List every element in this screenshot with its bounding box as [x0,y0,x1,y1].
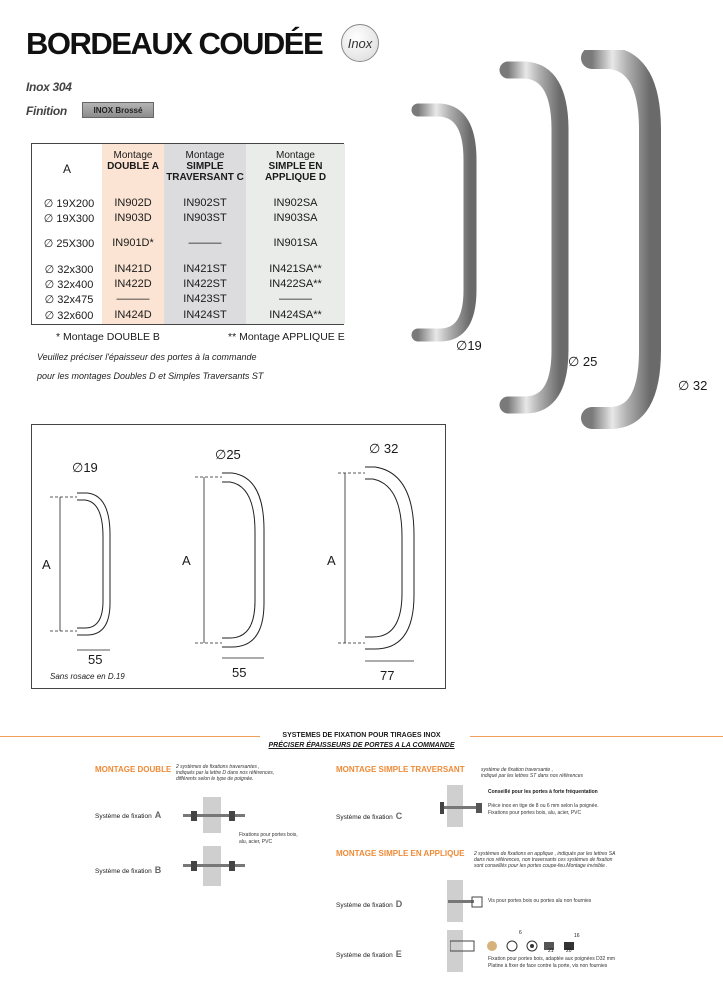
fixation-ab-note-1: Fixations pour portes bois, [239,832,298,838]
system-c-text: Système de fixation [336,814,393,821]
montage-sa-desc-2: dans nos références, non traversants ces systèmes de fixation [474,857,613,863]
drawing-handle-32 [365,467,414,649]
part-dim-6: 6 [519,930,522,936]
table-cell-simple-traversant-text: IN903ST [183,212,227,224]
fixation-c-note [488,803,599,817]
header-double [102,150,164,172]
table-cell-simple-applique-text: IN422SA** [269,278,322,290]
photo-label-25: ∅ 25 [568,354,598,369]
photo-label-32: ∅ 32 [678,378,708,393]
system-b-label [95,865,161,875]
table-cell-double [102,293,164,305]
table-cell-simple-traversant-text: IN424ST [183,309,227,321]
table-cell-double-text: IN421D [114,263,152,275]
montage-sa-desc-3: sont conseillés pour les portes coupe-feu.Montage invisible . [474,863,608,869]
system-b-letter: B [154,865,162,875]
montage-double-desc-2: indiqués par la lettre D dans nos références, [176,770,275,776]
note-italic-1: Veuillez préciser l'épaisseur des portes à la commande [37,352,257,362]
table-cell-double-text: IN902D [114,197,152,209]
table-cell-size [36,293,102,306]
system-c-label [336,811,402,821]
table-cell-size-text: 25X300 [56,238,95,250]
inox-badge: Inox [341,24,379,62]
montage-double-desc-1: 2 systèmes de fixations traversantes , [176,764,260,770]
header-double-line2: DOUBLE A [107,161,159,172]
table-cell-double [102,197,164,209]
part-dim-16: 16 [574,933,580,939]
diameter-icon: ∅ [44,310,55,322]
table-cell-simple-applique [246,293,345,305]
reference-table [31,143,344,325]
drawing-label-25: ∅25 [215,447,241,462]
system-a-letter: A [154,810,162,820]
note-double-b: * Montage DOUBLE B [56,331,160,343]
table-cell-simple-applique [246,237,345,249]
diameter-icon: ∅ [44,294,55,306]
table-cell-size-text: 19X300 [56,213,95,225]
photo-label-19: ∅19 [456,338,482,353]
table-cell-size-text: 32x300 [57,264,94,276]
drawing-a-25: A [182,553,191,568]
table-cell-simple-traversant [164,293,246,305]
table-cell-size [36,212,102,225]
drawing-handle-25 [222,473,264,647]
table-cell-simple-traversant-text: ——— [188,237,222,249]
diameter-icon: ∅ [44,264,55,276]
table-cell-size-text: 32x600 [57,310,94,322]
montage-st-title: MONTAGE SIMPLE TRAVERSANT [336,765,465,774]
table-cell-double-text: ——— [116,293,150,305]
table-cell-simple-applique [246,309,345,321]
system-e-label [336,949,402,959]
table-cell-double-text: IN424D [114,309,152,321]
header-sa-line2: SIMPLE EN [268,161,323,172]
system-d-label [336,899,402,909]
drawing-a-32: A [327,553,336,568]
table-cell-simple-applique-text: IN903SA [273,212,318,224]
table-cell-simple-applique-text: IN901SA [273,237,318,249]
system-b-text: Système de fixation [95,868,152,875]
drawing-label-32: ∅ 32 [369,441,399,456]
montage-sa-title: MONTAGE SIMPLE EN APPLIQUE [336,849,465,858]
finish-label: Finition [26,104,67,118]
table-cell-simple-traversant-text: IN422ST [183,278,227,290]
system-c-letter: C [395,811,403,821]
fixation-e-note [488,956,615,970]
fixation-c-note-1: Pièce inox en tige de 8 ou 6 mm selon la poignée. [488,803,599,809]
drawing-width-19: 55 [88,652,103,667]
table-cell-double [102,309,164,321]
table-cell-simple-applique-text: ——— [279,293,312,305]
fixation-e-parts [450,938,580,954]
handle-photo-32 [592,58,650,418]
table-cell-size [36,237,102,250]
table-cell-size-text: 32x475 [57,294,94,306]
header-st-line3: TRAVERSANT C [166,172,244,183]
table-cell-double [102,263,164,275]
table-cell-simple-traversant-text: IN902ST [183,197,227,209]
table-cell-simple-traversant-text: IN421ST [183,263,227,275]
system-d-letter: D [395,899,403,909]
handle-photo-25 [508,70,560,405]
drawing-label-19: ∅19 [72,460,98,475]
table-cell-double [102,237,164,249]
montage-sa-desc [474,851,615,869]
fixation-e-note-1: Fixation pour portes bois, adaptée aux poignées D32 mm [488,956,616,962]
fixation-heading: SYSTEMES DE FIXATION POUR TIRAGES INOX [282,732,441,739]
montage-st-desc-1: système de fixation traversante , [481,767,553,773]
table-cell-simple-applique-text: IN424SA** [269,309,322,321]
fixation-ab-note-2: alu, acier, PVC [239,839,273,845]
table-cell-simple-traversant [164,237,246,249]
table-cell-double-text: IN903D [114,212,152,224]
system-a-text: Système de fixation [95,813,152,820]
system-e-text: Système de fixation [336,952,393,959]
header-simple-traversant [164,150,246,183]
part-dim-20: 20 [566,948,572,954]
montage-double-desc [176,764,274,782]
header-sa-line3: APPLIQUE D [264,172,327,183]
diameter-icon: ∅ [43,198,54,210]
page-title: BORDEAUX COUDÉE [26,26,323,61]
drawing-caption: Sans rosace en D.19 [50,672,125,681]
diameter-icon: ∅ [43,238,54,250]
system-a-label [95,810,161,820]
fixation-b-icon [183,858,245,874]
system-d-text: Système de fixation [336,902,393,909]
header-a: A [62,162,71,176]
drawing-a-19: A [42,557,51,572]
montage-st-desc [481,767,583,779]
table-cell-simple-traversant [164,197,246,209]
diameter-icon: ∅ [44,279,55,291]
montage-double-title: MONTAGE DOUBLE [95,765,172,774]
table-cell-size [36,263,102,276]
table-cell-simple-applique [246,197,345,209]
fixation-d-icon [448,895,484,909]
table-cell-simple-traversant [164,278,246,290]
fixation-d-note: Vis pour portes bois ou portes alu non fournies [488,898,592,904]
table-cell-simple-traversant [164,263,246,275]
table-cell-size [36,197,102,210]
diameter-icon: ∅ [43,213,54,225]
header-sa-line1: Montage [276,150,315,161]
table-cell-double-text: IN422D [114,278,152,290]
table-cell-double [102,212,164,224]
table-cell-size [36,278,102,291]
montage-st-desc-2: indiqué par les lettres ST dans nos références [481,773,583,779]
montage-sa-desc-1: 2 systèmes de fixations en applique , indiqués par les lettres SA [474,851,616,857]
table-cell-simple-applique-text: IN902SA [273,197,318,209]
part-dim-21: 21 [548,948,554,954]
finish-badge: INOX Brossé [82,102,154,118]
fixation-a-icon [183,808,245,824]
table-cell-simple-traversant [164,309,246,321]
fixation-e-note-2: Platine à fixer de face contre la porte, vis non fournies [488,963,608,969]
table-cell-simple-traversant-text: IN423ST [183,293,227,305]
header-double-line1: Montage [113,150,153,161]
montage-double-desc-3: différents selon le type de poignée. [176,776,254,782]
note-italic-2: pour les montages Doubles D et Simples Traversants ST [37,371,264,381]
system-e-letter: E [395,949,402,959]
table-cell-size [36,309,102,322]
header-simple-applique [246,150,345,183]
drawing-width-25: 55 [232,665,247,680]
table-cell-double-text: IN901D* [112,237,154,249]
fixation-subheading: PRÉCISER ÉPAISSEURS DE PORTES A LA COMMANDE [268,742,455,749]
fixation-c-icon [440,800,484,816]
drawing-width-32: 77 [380,668,395,683]
drawing-handle-19 [77,493,110,635]
table-cell-simple-applique [246,278,345,290]
fixation-c-note-2: Fixations pour portes bois, alu, acier, PVC [488,810,582,816]
table-cell-simple-traversant [164,212,246,224]
table-cell-double [102,278,164,290]
note-applique-e: ** Montage APPLIQUE E [228,331,345,343]
table-cell-size-text: 19X200 [56,198,95,210]
technical-drawings [31,424,446,689]
table-cell-simple-applique-text: IN421SA** [269,263,322,275]
table-cell-size-text: 32x400 [57,279,94,291]
montage-st-advice: Conseillé pour les portes à forte fréquentation [488,789,598,795]
header-st-line2: SIMPLE [186,161,224,172]
handle-photo-19 [418,110,470,335]
fixation-ab-note [239,832,298,846]
handle-photos [400,50,680,430]
table-cell-simple-applique [246,212,345,224]
material-label: Inox 304 [26,80,72,94]
header-st-line1: Montage [185,150,225,161]
table-cell-simple-applique [246,263,345,275]
